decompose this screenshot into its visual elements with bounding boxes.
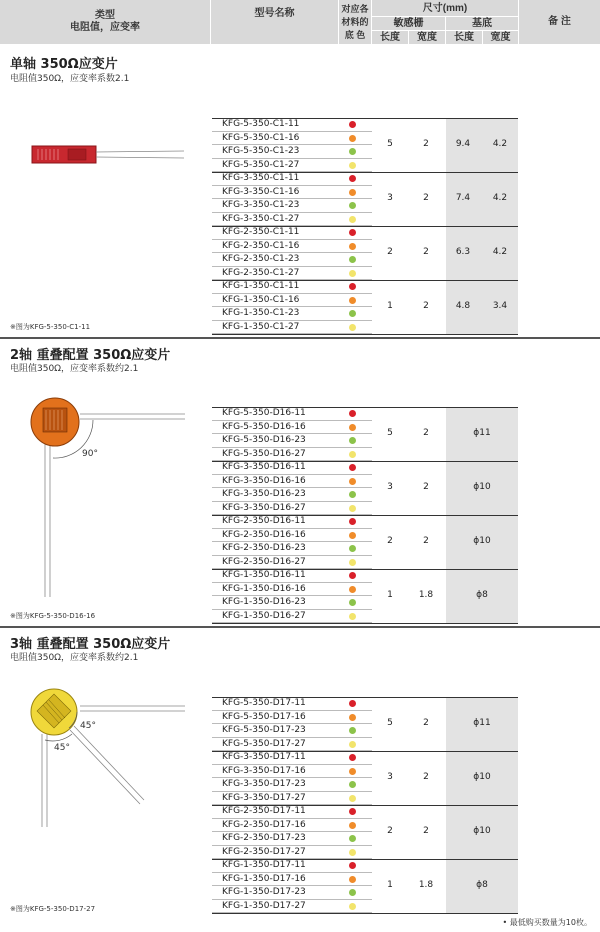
material-color-dot [349,478,356,485]
model-name: KFG-1-350-D16-27 [222,610,306,621]
table-row [212,900,372,914]
table-row [212,475,372,489]
grid-width-value: 2 [423,193,429,203]
model-name: KFG-5-350-C1-23 [222,146,300,157]
table-row [212,610,372,624]
material-color-dot [349,532,356,539]
section-3-subtitle: 电阻值350Ω，应变率系数约2.1 [10,653,139,663]
footer-note: • 最低购买数量为10枚。 [502,918,592,927]
table-row [212,213,372,227]
grid-length-value: 3 [387,772,393,782]
table-row [212,711,372,725]
base-diameter-value: ϕ8 [476,880,488,890]
grid-length-value: 5 [387,139,393,149]
table-row [212,556,372,570]
material-color-dot [349,229,356,236]
material-color-dot [349,202,356,209]
table-row [212,542,372,556]
section-2-note: ※图为KFG-5-350-D16-16 [10,612,96,620]
grid-length-value: 5 [387,718,393,728]
material-color-dot [349,768,356,775]
model-name: KFG-3-350-C1-23 [222,200,300,211]
material-color-dot [349,714,356,721]
model-name: KFG-5-350-C1-11 [222,119,300,130]
model-name: KFG-3-350-C1-16 [222,186,300,197]
material-color-dot [349,518,356,525]
table-row [212,859,372,873]
table-row [212,846,372,860]
grid-width-value: 2 [423,301,429,311]
model-name: KFG-2-350-D16-27 [222,556,306,567]
angle-label-90: 90° [82,449,98,459]
material-color-dot [349,586,356,593]
model-name: KFG-1-350-D16-23 [222,597,306,608]
group-separator [212,913,518,914]
table-row [212,199,372,213]
table-row [212,253,372,267]
table-row [212,529,372,543]
grid-width-value: 2 [423,826,429,836]
material-color-dot [349,310,356,317]
material-color-dot [349,135,356,142]
material-color-dot [349,559,356,566]
material-color-dot [349,243,356,250]
material-color-dot [349,727,356,734]
material-color-dot [349,424,356,431]
model-name: KFG-1-350-D17-27 [222,900,306,911]
model-name: KFG-2-350-D17-23 [222,833,306,844]
material-color-dot [349,572,356,579]
grid-width-value: 2 [423,247,429,257]
model-name: KFG-2-350-C1-27 [222,267,300,278]
model-name: KFG-5-350-D16-23 [222,435,306,446]
table-row [212,819,372,833]
table-row [212,461,372,475]
material-color-dot [349,491,356,498]
table-row [212,434,372,448]
material-color-dot [349,121,356,128]
model-name: KFG-1-350-D17-23 [222,887,306,898]
table-row [212,307,372,321]
model-name: KFG-5-350-D16-16 [222,421,306,432]
table-row [212,569,372,583]
grid-header: 敏感栅 [393,17,424,29]
table-row [212,321,372,335]
material-color-dot [349,808,356,815]
model-name: KFG-5-350-D17-16 [222,711,306,722]
model-name: KFG-5-350-D17-27 [222,738,306,749]
table-row [212,502,372,516]
material-color-dot [349,324,356,331]
model-header: 型号名称 [254,8,295,19]
base-length-value: 9.4 [455,139,471,149]
model-name: KFG-3-350-C1-27 [222,213,300,224]
material-color-dot [349,781,356,788]
material-color-dot [349,700,356,707]
grid-width-value: 1.8 [418,590,434,600]
model-name: KFG-3-350-D17-23 [222,779,306,790]
table-row [212,118,372,132]
base-diameter-value: ϕ10 [473,772,491,782]
table-row [212,159,372,173]
grid-length-value: 1 [387,880,393,890]
material-color-dot [349,876,356,883]
material-color-dot [349,256,356,263]
grid-width-value: 1.8 [418,880,434,890]
uniaxial-gauge-image [28,140,188,170]
section-3-title: 3轴 重叠配置 350Ω应变片 [10,637,171,652]
material-header: 对应各 材料的 底 色 [341,3,369,40]
material-color-dot [349,822,356,829]
table-row [212,421,372,435]
table-row [212,778,372,792]
material-color-dot [349,613,356,620]
model-name: KFG-3-350-D17-27 [222,792,306,803]
model-name: KFG-5-350-D16-11 [222,408,306,419]
grid-length-value: 3 [387,482,393,492]
model-name: KFG-2-350-D16-11 [222,516,306,527]
model-name: KFG-5-350-D17-11 [222,698,306,709]
grid-length-value: 1 [387,301,393,311]
model-name: KFG-2-350-D17-11 [222,806,306,817]
remarks-header: 备 注 [548,16,571,27]
base-header: 基底 [472,17,492,29]
model-name: KFG-1-350-C1-11 [222,281,300,292]
grid-width-value: 2 [423,482,429,492]
grid-length-value: 3 [387,193,393,203]
model-name: KFG-2-350-C1-16 [222,240,300,251]
section-1-note: ※图为KFG-5-350-C1-11 [10,323,91,331]
table-row [212,873,372,887]
material-color-dot [349,862,356,869]
base-diameter-value: ϕ10 [473,826,491,836]
material-color-dot [349,754,356,761]
grid-length-value: 2 [387,826,393,836]
model-name: KFG-3-350-D17-16 [222,765,306,776]
material-color-dot [349,795,356,802]
material-color-dot [349,849,356,856]
table-row [212,697,372,711]
dimension-header: 尺寸(mm) [422,3,468,14]
base-diameter-value: ϕ10 [473,536,491,546]
material-color-dot [349,903,356,910]
material-color-dot [349,162,356,169]
type-header [0,4,210,40]
group-separator [212,623,518,624]
section-1-subtitle: 电阻值350Ω，应变率系数2.1 [10,74,130,84]
table-row [212,738,372,752]
material-color-dot [349,741,356,748]
model-name: KFG-5-350-D16-27 [222,448,306,459]
material-color-dot [349,189,356,196]
model-name: KFG-2-350-D17-16 [222,819,306,830]
material-color-dot [349,835,356,842]
material-color-dot [349,437,356,444]
model-name: KFG-5-350-C1-16 [222,132,300,143]
base-width-value: 4.2 [492,139,508,149]
table-row [212,240,372,254]
table-row [212,267,372,281]
grid-width-value: 2 [423,428,429,438]
table-row [212,145,372,159]
table-row [212,226,372,240]
material-color-dot [349,270,356,277]
angle-label-45-upper: 45° [80,721,96,731]
base-width-value: 4.2 [492,193,508,203]
section-2-subtitle: 电阻值350Ω，应变率系数约2.1 [10,364,139,374]
group-separator [212,334,518,335]
material-color-dot [349,464,356,471]
model-name: KFG-1-350-C1-27 [222,321,300,332]
grid-width-value: 2 [423,718,429,728]
base-diameter-value: ϕ11 [473,428,491,438]
grid-length-header: 长度 [380,31,400,43]
table-row [212,583,372,597]
grid-length-value: 1 [387,590,393,600]
model-name: KFG-2-350-D16-16 [222,529,306,540]
table-row [212,724,372,738]
table-row [212,448,372,462]
section-2-title: 2轴 重叠配置 350Ω应变片 [10,348,171,363]
table-row [212,886,372,900]
table-row [212,294,372,308]
table-header [0,0,600,44]
grid-width-value: 2 [423,772,429,782]
base-length-value: 4.8 [455,301,471,311]
model-name: KFG-2-350-D17-27 [222,846,306,857]
table-row [212,596,372,610]
table-row [212,515,372,529]
angle-label-45-lower: 45° [54,743,70,753]
base-width-value: 4.2 [492,247,508,257]
material-color-dot [349,599,356,606]
model-name: KFG-3-350-D16-27 [222,502,306,513]
table-row [212,751,372,765]
material-color-dot [349,283,356,290]
biaxial-gauge-image [20,392,195,602]
table-row [212,132,372,146]
material-color-dot [349,451,356,458]
type-header-sub: 电阻值，应变率 [70,22,140,33]
base-diameter-value: ϕ10 [473,482,491,492]
grid-width-value: 2 [423,139,429,149]
base-diameter-value: ϕ8 [476,590,488,600]
grid-length-value: 5 [387,428,393,438]
grid-width-header: 宽度 [417,31,437,43]
table-row [212,765,372,779]
table-row [212,407,372,421]
model-name: KFG-2-350-C1-11 [222,227,300,238]
material-color-dot [349,297,356,304]
material-color-dot [349,410,356,417]
model-name: KFG-3-350-D16-11 [222,462,306,473]
model-name: KFG-5-350-C1-27 [222,159,300,170]
table-row [212,792,372,806]
grid-width-value: 2 [423,536,429,546]
material-color-dot [349,175,356,182]
table-row [212,280,372,294]
material-color-dot [349,889,356,896]
grid-length-value: 2 [387,247,393,257]
model-name: KFG-1-350-D16-16 [222,583,306,594]
model-name: KFG-1-350-D16-11 [222,570,306,581]
model-name: KFG-2-350-D16-23 [222,543,306,554]
table-row [212,172,372,186]
model-name: KFG-1-350-C1-16 [222,294,300,305]
table-row [212,832,372,846]
triaxial-gauge-image [20,682,195,832]
model-name: KFG-1-350-D17-16 [222,873,306,884]
base-width-header: 宽度 [490,31,511,43]
base-width-value: 3.4 [492,301,508,311]
model-name: KFG-3-350-D16-16 [222,475,306,486]
type-header-label: 类型 [95,10,115,21]
base-diameter-value: ϕ11 [473,718,491,728]
material-color-dot [349,505,356,512]
material-color-dot [349,545,356,552]
model-name: KFG-3-350-D16-23 [222,489,306,500]
section-divider-2 [0,626,600,628]
material-color-dot [349,216,356,223]
material-color-dot [349,148,356,155]
grid-length-value: 2 [387,536,393,546]
table-row [212,805,372,819]
model-name: KFG-3-350-C1-11 [222,173,300,184]
base-length-value: 6.3 [455,247,471,257]
base-length-value: 7.4 [455,193,471,203]
section-divider-1 [0,337,600,339]
model-name: KFG-2-350-C1-23 [222,254,300,265]
model-name: KFG-1-350-D17-11 [222,860,306,871]
section-1-title: 单轴 350Ω应变片 [10,57,118,72]
model-name: KFG-5-350-D17-23 [222,725,306,736]
model-name: KFG-3-350-D17-11 [222,752,306,763]
base-length-header: 长度 [454,31,474,43]
table-row [212,186,372,200]
section-3-note: ※图为KFG-5-350-D17-27 [10,905,96,913]
table-row [212,488,372,502]
model-name: KFG-1-350-C1-23 [222,308,300,319]
